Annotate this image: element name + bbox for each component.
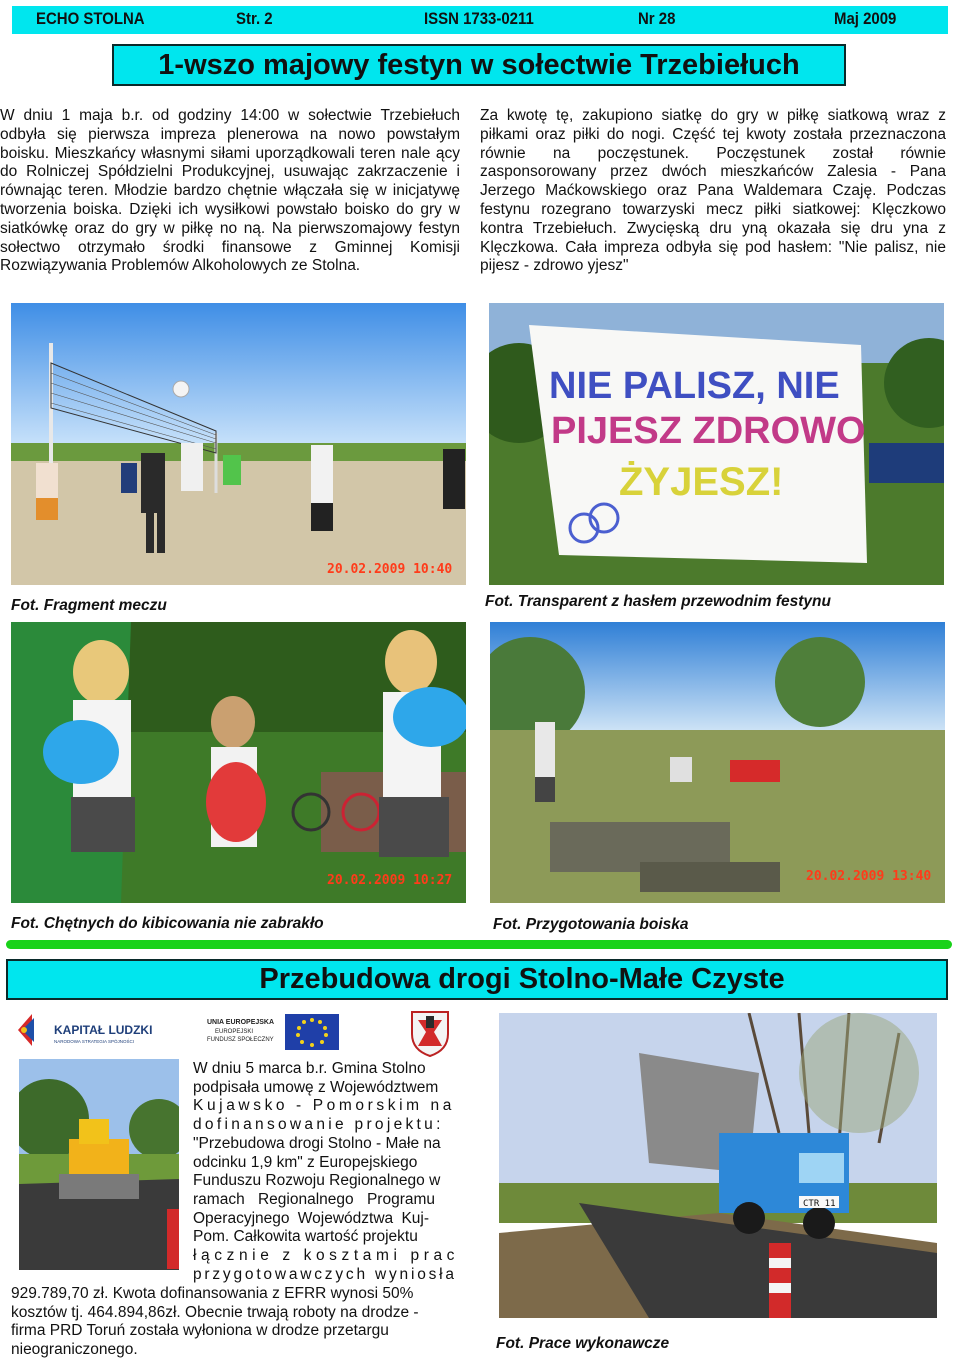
kapital-ludzki-text: KAPITAŁ LUDZKI (54, 1023, 153, 1037)
narrow-line-6: odcinku 1,9 km" z Europejskiego (193, 1153, 418, 1171)
narrow-line-7: Funduszu Rozwoju Regionalnego w (193, 1172, 441, 1190)
wide-line-1: 929.789,70 zł. Kwota dofinansowania z EFRR wynosi 50% (11, 1285, 414, 1302)
issue-date: Maj 2009 (834, 9, 897, 28)
banner-line-3: ŻYJESZ! (619, 460, 784, 504)
photo-volleyball-match (11, 303, 466, 585)
eu-logo-line2: EUROPEJSKI (215, 1029, 254, 1035)
photo6-caption: Fot. Prace wykonawcze (496, 1335, 670, 1352)
kapital-ludzki-logo (14, 1010, 164, 1050)
photo1-caption: Fot. Fragment meczu (11, 597, 167, 614)
photo4-caption: Fot. Przygotowania boiska (493, 916, 689, 933)
narrow-line-10: Pom. Całkowita wartość projektu (193, 1228, 418, 1246)
article1-left-column: W dniu 1 maja b.r. od godziny 14:00 w sołectwie Trzebiełuch odbyła się pierwsza impreza plenerowa na nowo powstałym boisku. Mieszkańcy własnymi siłami uporządkowali teren nale ący do Rolniczej Spółdzielni Produkcyjnej, usuwając zakrzaczenie i równając teren. Młodzie bardzo chętnie włączała się w inicjatywę tworzenia boiska. Dzięki ich wysiłkowi powstało boisko do gry w siatkówkę oraz do gry w piłkę no ną. Na pierwszomajowy festyn sołectwo otrzymało środki finansowe z Gminnej Komisji Rozwiązywania Problemów Alkoholowych ze Stolna. (0, 107, 460, 275)
narrow-line-12: przygotowawczych wyniosła (193, 1265, 457, 1283)
photo1-date-stamp: 20.02.2009 10:40 (327, 562, 453, 577)
article2-narrow-text (193, 1060, 459, 1284)
banner-line-1: NIE PALISZ, NIE (549, 365, 840, 407)
coat-of-arms-icon (404, 1006, 456, 1058)
photo3-date-stamp: 20.02.2009 10:27 (327, 873, 453, 888)
narrow-line-3: Kujawsko - Pomorskim na (193, 1097, 455, 1115)
section-divider (6, 940, 952, 949)
newspaper-name: ECHO STOLNA (36, 9, 145, 28)
banner-line-2: PIJESZ ZDROWO (551, 410, 866, 452)
narrow-line-4: dofinansowanie projektu: (193, 1116, 444, 1134)
photo2-caption: Fot. Transparent z hasłem przewodnim festynu (485, 593, 831, 610)
narrow-line-5: "Przebudowa drogi Stolno - Małe na (193, 1134, 441, 1152)
article2-wide-text (11, 1285, 461, 1360)
kapital-ludzki-subtext: NARODOWA STRATEGIA SPÓJNOŚCI (54, 1039, 135, 1044)
wide-line-3: firma PRD Toruń została wyłoniona w drodze przetargu (11, 1322, 389, 1340)
article1-title: 1-wszo majowy festyn w sołectwie Trzebiełuch (158, 48, 800, 81)
narrow-line-11: łącznie z kosztami prac (193, 1247, 460, 1265)
narrow-line-2: podpisała umowę z Województwem (193, 1078, 439, 1096)
eu-social-fund-logo (205, 1012, 345, 1052)
wide-line-4: nieograniczonego. (11, 1341, 138, 1359)
photo-cheerleaders (11, 622, 466, 903)
article1-title-box (112, 44, 846, 86)
article1-right-column: Za kwotę tę, zakupiono siatkę do gry w piłkę siatkową wraz z piłkami oraz piłki do nogi. Część tej kwoty została przeznaczona równie na poczęstunek. Poczęstunek został równie zasponsorowany przez dwóch mieszkańców Zalesia - Pana Jerzego Maćkowskiego oraz Pana Waldemara Czaję. Podczas festynu rozegrano towarzyski mecz piłki siatkowej: Klęczkowo kontra Trzebiełuch. Zwycięską dru yną okazała się dru yna z Klęczkowa. Cała impreza odbyła się pod hasłem: "Nie palisz, nie pijesz - zdrowo yjesz" (480, 107, 946, 275)
article2-title: Przebudowa drogi Stolno-Małe Czyste (259, 963, 785, 995)
photo4-date-stamp: 20.02.2009 13:40 (806, 869, 932, 884)
photo-asphalt-truck (499, 1013, 937, 1318)
eu-logo-line3: FUNDUSZ SPOŁECZNY (207, 1037, 274, 1043)
narrow-line-9: Operacyjnego Województwa Kuj- (193, 1209, 430, 1227)
narrow-line-8: ramach Regionalnego Programu (193, 1190, 436, 1208)
truck-plate: CTR 11 (803, 1199, 836, 1209)
photo-field-preparation (490, 622, 945, 903)
page-number: Str. 2 (236, 9, 273, 28)
eu-logo-line1: UNIA EUROPEJSKA (207, 1019, 275, 1026)
photo-road-roller (19, 1059, 179, 1270)
wide-line-2: kosztów tj. 464.894,86zł. Obecnie trwają roboty na drodze - (11, 1303, 419, 1321)
narrow-line-1: W dniu 5 marca b.r. Gmina Stolno (193, 1060, 426, 1077)
issue-number: Nr 28 (638, 9, 676, 28)
photo-slogan-banner (489, 303, 944, 585)
article2-title-box (6, 959, 948, 1000)
issn: ISSN 1733-0211 (424, 9, 534, 28)
photo3-caption: Fot. Chętnych do kibicowania nie zabrakło (11, 915, 324, 932)
